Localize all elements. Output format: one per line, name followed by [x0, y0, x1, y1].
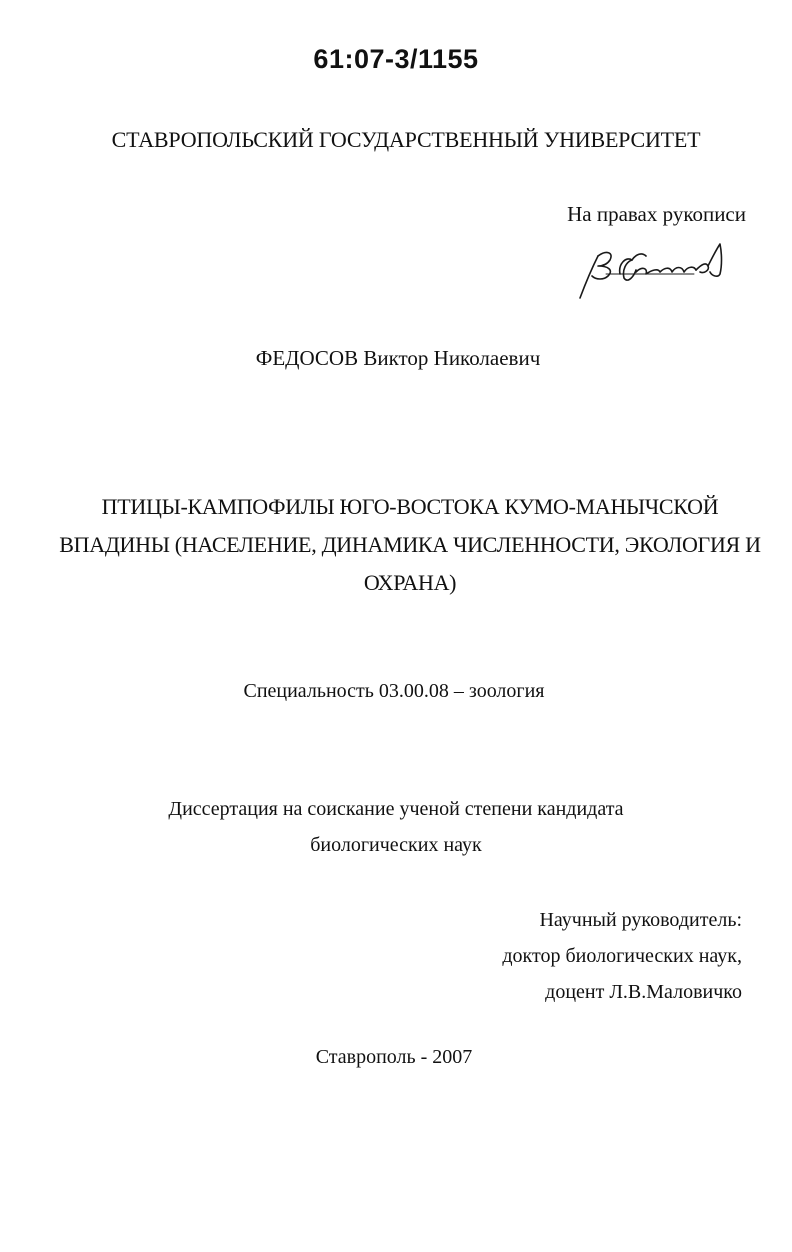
degree-statement — [0, 791, 792, 863]
supervisor-line: доцент Л.В.Маловичко — [545, 981, 742, 1003]
catalog-number: 61:07-3/1155 — [313, 44, 479, 74]
supervisor-line: Научный руководитель: — [539, 909, 742, 931]
manuscript-rights-note: На правах рукописи — [567, 202, 746, 226]
title-line: ПТИЦЫ-КАМПОФИЛЫ ЮГО-ВОСТОКА КУМО-МАНЫЧСКОЙ — [101, 494, 719, 519]
degree-line: Диссертация на соискание ученой степени кандидата — [168, 798, 624, 820]
supervisor-block — [502, 902, 742, 1010]
degree-line: биологических наук — [310, 834, 482, 856]
city-year: Ставрополь - 2007 — [315, 1046, 473, 1068]
specialty: Специальность 03.00.08 – зоология — [243, 680, 545, 702]
title-line: ОХРАНА) — [363, 570, 457, 595]
title-line: ВПАДИНЫ (НАСЕЛЕНИЕ, ДИНАМИКА ЧИСЛЕННОСТИ, ЭКОЛОГИЯ И — [59, 532, 761, 557]
university-name: СТАВРОПОЛЬСКИЙ ГОСУДАРСТВЕННЫЙ УНИВЕРСИТЕТ — [111, 127, 701, 152]
supervisor-line: доктор биологических наук, — [502, 945, 742, 967]
author-name: ФЕДОСОВ Виктор Николаевич — [255, 346, 541, 370]
dissertation-title — [40, 488, 780, 602]
signature-icon — [576, 236, 736, 306]
